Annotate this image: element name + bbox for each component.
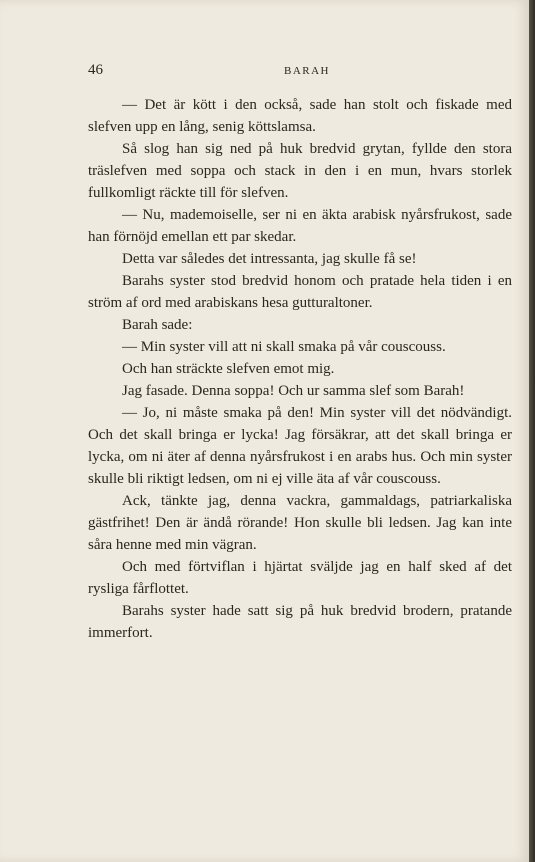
paragraph: Barah sade: [122,317,193,333]
paragraph: Ack, tänkte jag, denna vackra, gammaldags, patriarkaliska gästfrihet! Den är ändå rörande! Hon skulle bli ledsen. Jag kan inte såra henne med min vägran. [88,493,512,553]
page-number: 46 [88,62,103,78]
paragraph: — Det är kött i den också, sade han stolt och fiskade med slefven upp en lång, senig köttslamsa. [88,97,512,135]
running-title: BARAH [284,65,331,77]
paragraph: — Jo, ni måste smaka på den! Min syster vill det nödvändigt. Och det skall bringa er lycka! Jag försäkrar, att det skall bringa er lycka, om ni äter af denna nyårsfrukost i en arabs hus. Och min syster skulle bli riktigt ledsen, om ni ej ville äta af vår couscouss. [88,405,512,487]
paragraph: Så slog han sig ned på huk bredvid grytan, fyllde den stora träslefven med soppa och stack in den i en mun, hvars storlek fullkomligt räckte till för slefven. [88,141,512,201]
paragraph: Detta var således det intressanta, jag skulle få se! [122,251,417,267]
page-edge [529,0,535,862]
page-header [88,62,508,84]
paragraph: Barahs syster hade satt sig på huk bredvid brodern, pratande immerfort. [88,603,512,641]
paragraph: — Nu, mademoiselle, ser ni en äkta arabisk nyårsfrukost, sade han förnöjd emellan ett par skedar. [88,207,512,245]
paragraph: Barahs syster stod bredvid honom och pratade hela tiden i en ström af ord med arabiskans hesa gutturaltoner. [88,273,512,311]
body-text [88,94,512,644]
paragraph: Och med förtviflan i hjärtat sväljde jag en half sked af det rysliga fårflottet. [88,559,512,597]
paragraph: — Min syster vill att ni skall smaka på vår couscouss. [122,339,446,355]
paragraph: Och han sträckte slefven emot mig. [122,361,335,377]
paragraph: Jag fasade. Denna soppa! Och ur samma slef som Barah! [122,383,465,399]
